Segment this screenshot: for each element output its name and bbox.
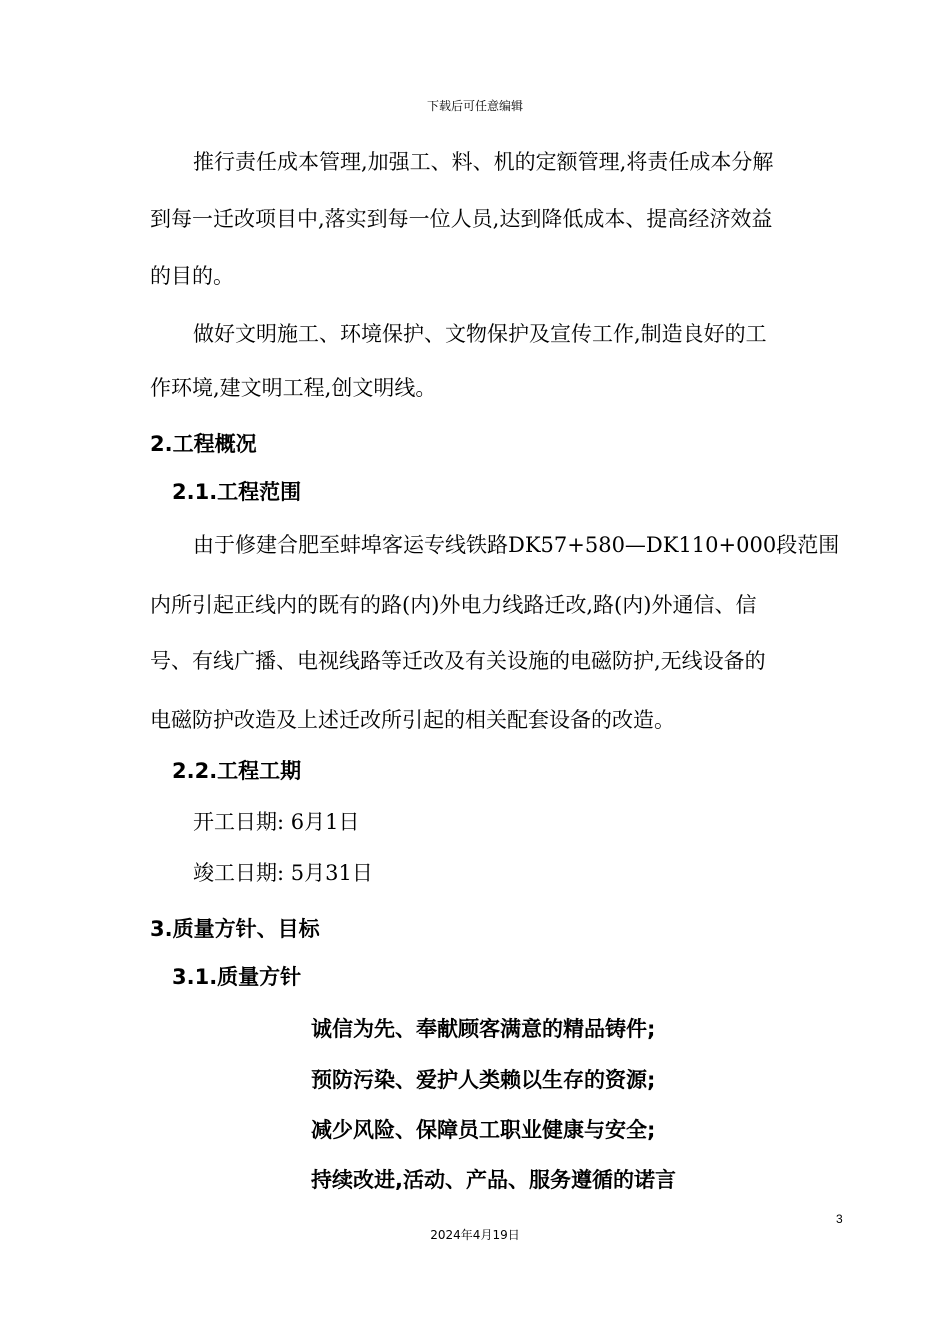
section-2-1-heading: 2.1.工程范围 <box>172 480 302 504</box>
intro-p1-line1: 推行责任成本管理,加强工、料、机的定额管理,将责任成本分解 <box>193 150 774 174</box>
section-3-heading: 3.质量方针、目标 <box>150 917 320 941</box>
intro-p2-line1: 做好文明施工、环境保护、文物保护及宣传工作,制造良好的工 <box>193 322 767 346</box>
page-header-note: 下载后可任意编辑 <box>426 99 523 113</box>
intro-p1-line2: 到每一迁改项目中,落实到每一位人员,达到降低成本、提高经济效益 <box>150 207 773 231</box>
section-2-2-heading: 2.2.工程工期 <box>172 759 302 783</box>
intro-p1-line3: 的目的。 <box>150 264 234 288</box>
scope-line1: 由于修建合肥至蚌埠客运专线铁路DK57+580—DK110+000段范围 <box>193 533 840 557</box>
footer-date: 2024年4月19日 <box>430 1228 520 1242</box>
page-number: 3 <box>836 1212 843 1226</box>
scope-line3: 号、有线广播、电视线路等迁改及有关设施的电磁防护,无线设备的 <box>150 649 766 673</box>
policy-item-2: 预防污染、爱护人类赖以生存的资源; <box>311 1068 656 1092</box>
start-date: 开工日期: 6月1日 <box>193 810 360 834</box>
section-3-1-heading: 3.1.质量方针 <box>172 965 302 989</box>
scope-line4: 电磁防护改造及上述迁改所引起的相关配套设备的改造。 <box>150 708 675 732</box>
end-date: 竣工日期: 5月31日 <box>193 861 373 885</box>
intro-p2-line2: 作环境,建文明工程,创文明线。 <box>150 376 437 400</box>
section-2-heading: 2.工程概况 <box>150 432 257 456</box>
policy-item-3: 减少风险、保障员工职业健康与安全; <box>311 1118 656 1142</box>
policy-item-1: 诚信为先、奉献顾客满意的精品铸件; <box>311 1017 656 1041</box>
scope-line2: 内所引起正线内的既有的路(内)外电力线路迁改,路(内)外通信、信 <box>150 593 757 617</box>
policy-item-4: 持续改进,活动、产品、服务遵循的诺言 <box>311 1168 676 1192</box>
